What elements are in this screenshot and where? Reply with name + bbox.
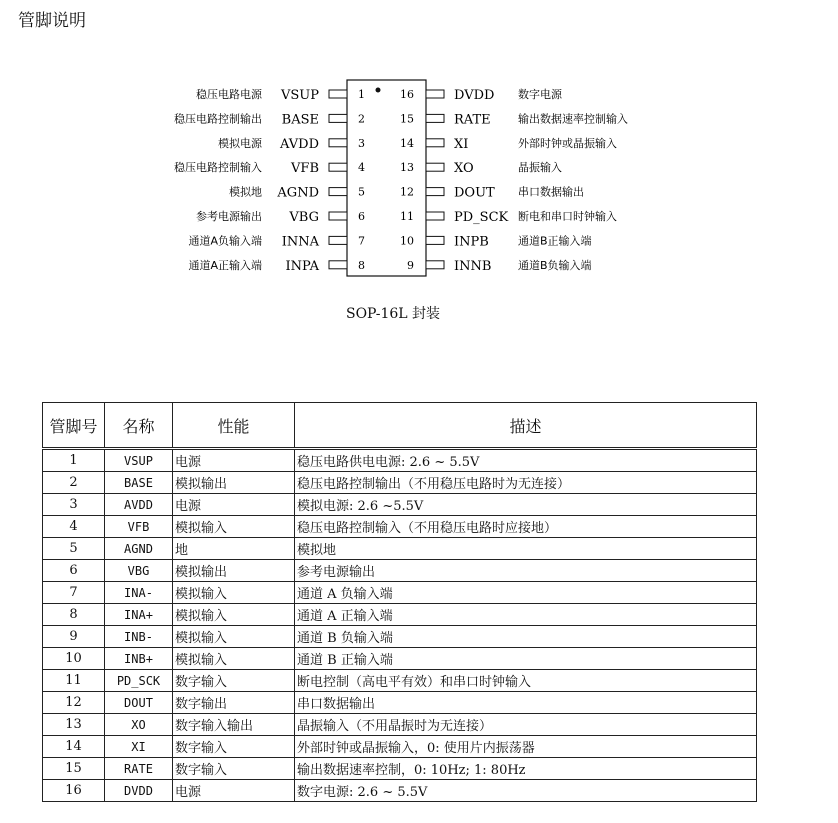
- pin-number: 1: [358, 88, 365, 101]
- pin-description-cell: 断电控制（高电平有效）和串口时钟输入: [295, 670, 757, 692]
- pin-name-cell: PD_SCK: [105, 670, 173, 692]
- pin-description: 串口数据输出: [518, 185, 584, 199]
- pin-description: 通道A负输入端: [188, 234, 262, 248]
- header-name: 名称: [105, 403, 173, 449]
- pin-lead: [426, 90, 444, 98]
- pin-number-cell: 6: [43, 560, 105, 582]
- pin-label: DVDD: [454, 88, 495, 103]
- pin-name-cell: INA-: [105, 582, 173, 604]
- pin-label: XO: [454, 161, 474, 177]
- pin-number: 9: [407, 258, 414, 272]
- pin-number: 12: [400, 185, 414, 199]
- pin-right: [407, 258, 592, 274]
- pin-lead: [329, 139, 347, 147]
- header-pin-number: 管脚号: [43, 403, 105, 449]
- pin-description-cell: 通道 A 正输入端: [295, 604, 757, 626]
- pin-lead: [329, 163, 347, 171]
- right-pins-group: [400, 87, 628, 274]
- pin-function-cell: 数字输入: [173, 670, 295, 692]
- pin-number: 10: [400, 234, 414, 248]
- pin-number: 5: [358, 185, 365, 199]
- header-description: 描述: [295, 403, 757, 449]
- pin-description: 模拟电源: [218, 136, 262, 150]
- pin-lead: [426, 212, 444, 220]
- pin-right: [400, 185, 584, 201]
- chip-pinout-diagram: [0, 0, 838, 300]
- pin-label: XI: [454, 136, 469, 152]
- pin-number-cell: 2: [43, 472, 105, 494]
- pin-name-cell: AVDD: [105, 494, 173, 516]
- pin-description: 输出数据速率控制输入: [518, 112, 628, 126]
- pin-left: [229, 185, 365, 201]
- pin-function-cell: 模拟输入: [173, 626, 295, 648]
- pin-function-cell: 模拟输入: [173, 604, 295, 626]
- pin-description-cell: 数字电源: 2.6 ~ 5.5V: [295, 780, 757, 802]
- pin-label: VBG: [289, 210, 319, 225]
- pin-label: INNA: [281, 234, 319, 250]
- pin-function-cell: 数字输出: [173, 692, 295, 714]
- pin-number: 11: [400, 210, 414, 223]
- pin-number-cell: 16: [43, 780, 105, 802]
- pin-name-cell: XI: [105, 736, 173, 758]
- pin-number: 16: [400, 88, 414, 101]
- pin-lead: [329, 236, 347, 244]
- pin-name-cell: AGND: [105, 538, 173, 560]
- pin-label: AGND: [277, 185, 319, 201]
- pin-description: 数字电源: [518, 88, 562, 101]
- table-row: [43, 692, 757, 714]
- pin-number: 4: [358, 161, 365, 175]
- pin-lead: [426, 261, 444, 269]
- pin-lead: [426, 163, 444, 171]
- pin-function-cell: 数字输入输出: [173, 714, 295, 736]
- pin-function-cell: 模拟输入: [173, 582, 295, 604]
- pin-function-cell: 地: [173, 538, 295, 560]
- section-title: 管脚说明: [18, 11, 86, 31]
- pin-name-cell: BASE: [105, 472, 173, 494]
- pin-name-cell: INB+: [105, 648, 173, 670]
- table-row: [43, 670, 757, 692]
- pin-function-cell: 电源: [173, 780, 295, 802]
- pin-description-cell: 稳压电路控制输入（不用稳压电路时应接地）: [295, 516, 757, 538]
- pin-lead: [329, 188, 347, 196]
- pin-description: 稳压电路控制输入: [174, 161, 262, 175]
- table-row: [43, 494, 757, 516]
- pin-lead: [426, 188, 444, 196]
- pin-function-cell: 模拟输入: [173, 648, 295, 670]
- pin-name-cell: INA+: [105, 604, 173, 626]
- pin-label: INPA: [285, 258, 319, 274]
- pin-description-cell: 通道 A 负输入端: [295, 582, 757, 604]
- pin-name-cell: VBG: [105, 560, 173, 582]
- pin-lead: [329, 114, 347, 122]
- pin-right: [400, 233, 592, 249]
- pin-description-cell: 通道 B 负输入端: [295, 626, 757, 648]
- table-header-row: [43, 403, 757, 449]
- pin-description: 模拟地: [229, 185, 262, 199]
- pin-description: 通道B负输入端: [518, 258, 592, 272]
- pin-description-cell: 通道 B 正输入端: [295, 648, 757, 670]
- pin-number-cell: 11: [43, 670, 105, 692]
- pin-number-cell: 9: [43, 626, 105, 648]
- pin-description: 稳压电路电源: [196, 88, 262, 101]
- pin-number-cell: 15: [43, 758, 105, 780]
- pin-left: [218, 136, 365, 152]
- table-row: [43, 449, 757, 472]
- pin-left: [174, 111, 365, 127]
- table-row: [43, 538, 757, 560]
- pin-lead: [426, 114, 444, 122]
- pin-function-cell: 电源: [173, 494, 295, 516]
- pin-number: 13: [400, 161, 414, 175]
- pin-name-cell: RATE: [105, 758, 173, 780]
- pin-number: 6: [358, 210, 365, 223]
- table-row: [43, 758, 757, 780]
- pin-number: 3: [358, 136, 365, 150]
- pin-function-cell: 电源: [173, 449, 295, 472]
- pin-number-cell: 14: [43, 736, 105, 758]
- pin-number-cell: 5: [43, 538, 105, 560]
- pin-name-cell: XO: [105, 714, 173, 736]
- table-row: [43, 736, 757, 758]
- pin-label: VFB: [291, 161, 319, 177]
- pin-lead: [426, 236, 444, 244]
- pin-left: [188, 258, 365, 274]
- pin-label: AVDD: [280, 136, 319, 152]
- pin-lead: [426, 139, 444, 147]
- pin-function-cell: 数字输入: [173, 758, 295, 780]
- pin-description-table: [42, 402, 757, 802]
- table-row: [43, 648, 757, 670]
- pin-name-cell: DVDD: [105, 780, 173, 802]
- package-caption: SOP-16L 封装: [345, 306, 440, 322]
- pin-number: 14: [400, 136, 414, 150]
- pin-number-cell: 7: [43, 582, 105, 604]
- pin-right: [400, 209, 617, 225]
- table-row: [43, 626, 757, 648]
- pin-description-cell: 稳压电路控制输出（不用稳压电路时为无连接）: [295, 472, 757, 494]
- pin-description: 稳压电路控制输出: [174, 112, 262, 126]
- table-row: [43, 714, 757, 736]
- pin-function-cell: 模拟输出: [173, 560, 295, 582]
- pin-description: 通道B正输入端: [518, 234, 592, 248]
- pin-description-cell: 稳压电路供电电源: 2.6 ~ 5.5V: [295, 449, 757, 472]
- pin1-marker-dot: [376, 88, 381, 93]
- pin-number: 2: [358, 112, 365, 126]
- pin-number: 8: [358, 258, 365, 272]
- header-function: 性能: [173, 403, 295, 449]
- pin-description-cell: 串口数据输出: [295, 692, 757, 714]
- pin-function-cell: 模拟输出: [173, 472, 295, 494]
- pin-label: INNB: [454, 258, 492, 274]
- table-row: [43, 472, 757, 494]
- pin-function-cell: 模拟输入: [173, 516, 295, 538]
- pin-name-cell: VSUP: [105, 449, 173, 472]
- pin-left: [196, 87, 365, 103]
- pin-description-cell: 晶振输入（不用晶振时为无连接）: [295, 714, 757, 736]
- left-pins-group: [174, 87, 365, 274]
- pin-number: 7: [358, 234, 365, 248]
- pin-number-cell: 8: [43, 604, 105, 626]
- pin-lead: [329, 212, 347, 220]
- pin-description: 外部时钟或晶振输入: [518, 136, 617, 150]
- pin-name-cell: DOUT: [105, 692, 173, 714]
- pin-description: 晶振输入: [518, 161, 562, 175]
- pin-left: [188, 233, 365, 249]
- table-row: [43, 780, 757, 802]
- pin-label: DOUT: [454, 185, 495, 201]
- pin-description: 断电和串口时钟输入: [518, 210, 617, 223]
- pin-description: 通道A正输入端: [188, 258, 262, 272]
- pin-right: [400, 136, 617, 152]
- pin-number-cell: 1: [43, 449, 105, 472]
- pin-number: 15: [400, 112, 414, 126]
- pin-number-cell: 13: [43, 714, 105, 736]
- pin-description: 参考电源输出: [196, 210, 262, 223]
- pin-label: INPB: [454, 234, 489, 250]
- pin-name-cell: VFB: [105, 516, 173, 538]
- pin-description-cell: 模拟电源: 2.6 ~5.5V: [295, 494, 757, 516]
- pin-function-cell: 数字输入: [173, 736, 295, 758]
- pin-lead: [329, 90, 347, 98]
- table-row: [43, 516, 757, 538]
- table-row: [43, 604, 757, 626]
- pin-right: [400, 111, 628, 127]
- pin-description-cell: 外部时钟或晶振输入，0: 使用片内振荡器: [295, 736, 757, 758]
- pin-number-cell: 12: [43, 692, 105, 714]
- pin-label: VSUP: [281, 88, 319, 103]
- pin-description-cell: 参考电源输出: [295, 560, 757, 582]
- pin-description-cell: 模拟地: [295, 538, 757, 560]
- pin-number-cell: 10: [43, 648, 105, 670]
- pin-lead: [329, 261, 347, 269]
- pin-label: BASE: [281, 112, 319, 128]
- pin-number-cell: 3: [43, 494, 105, 516]
- table-row: [43, 560, 757, 582]
- pin-left: [174, 160, 365, 176]
- table-row: [43, 582, 757, 604]
- pin-number-cell: 4: [43, 516, 105, 538]
- pin-description-cell: 输出数据速率控制，0: 10Hz; 1: 80Hz: [295, 758, 757, 780]
- pin-left: [196, 209, 365, 225]
- pin-label: PD_SCK: [454, 210, 509, 225]
- pin-label: RATE: [454, 112, 491, 128]
- pin-name-cell: INB-: [105, 626, 173, 648]
